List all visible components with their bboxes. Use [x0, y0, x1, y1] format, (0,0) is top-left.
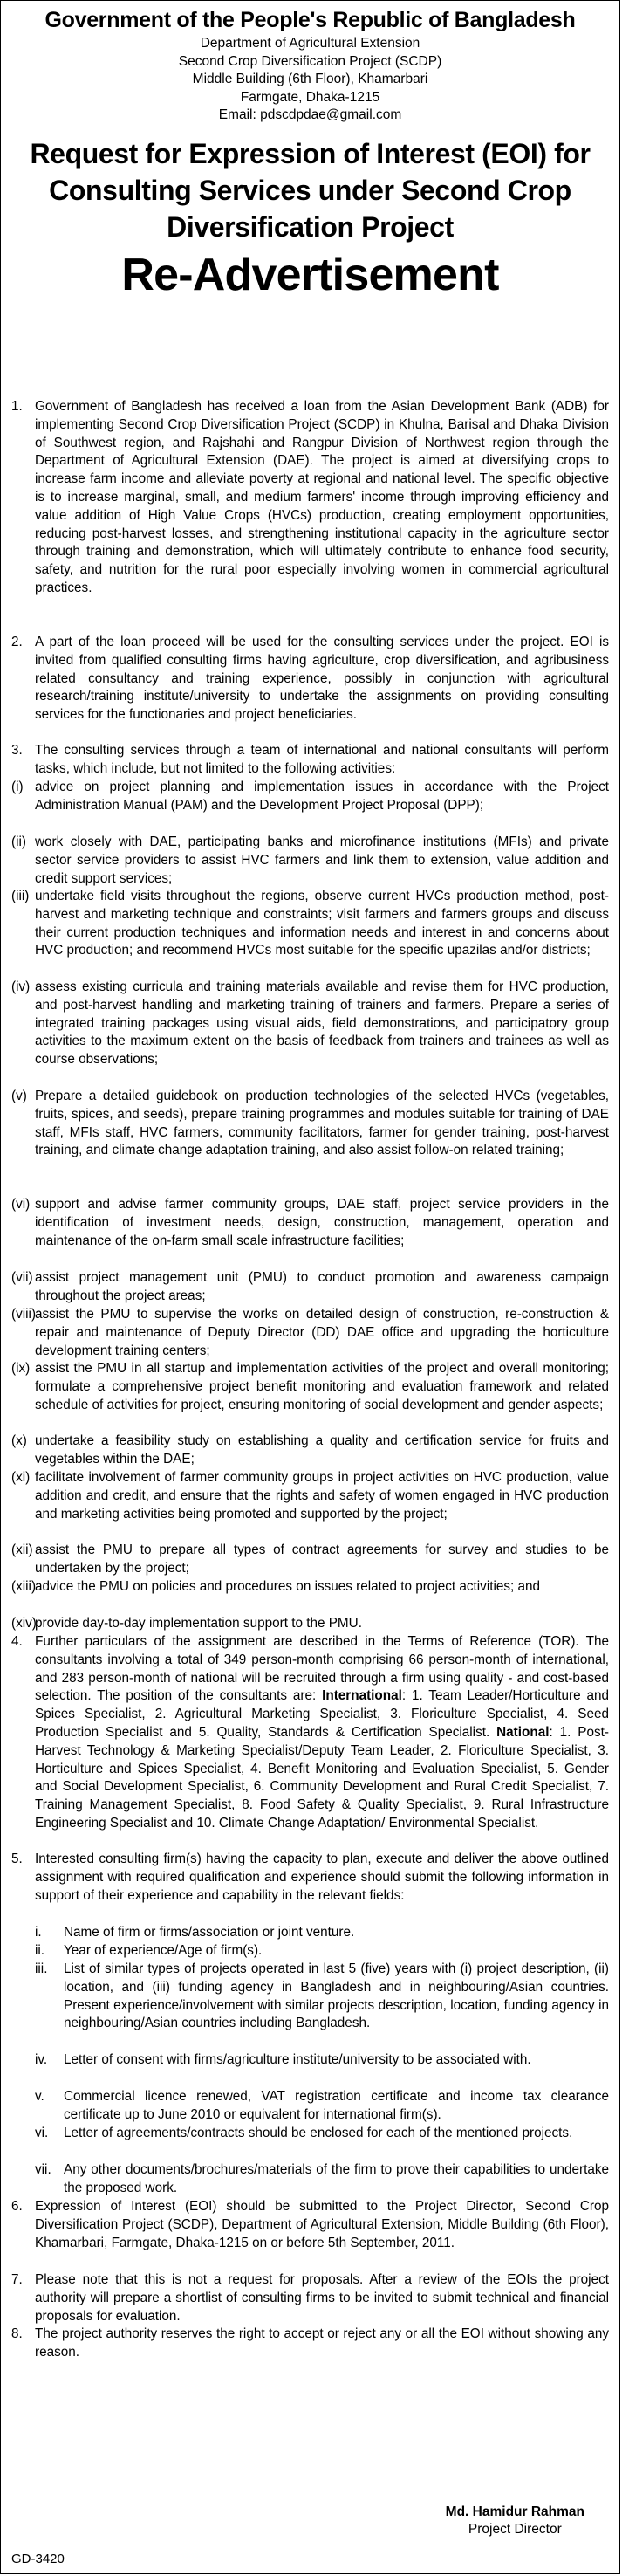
paragraph-number: 3.	[11, 743, 23, 758]
email-line	[1, 106, 619, 125]
paragraph-number: 7.	[11, 2272, 23, 2287]
email-link[interactable]: pdscdpdae@gmail.com	[260, 107, 402, 122]
activity-text: assist the PMU to supervise the works on detailed design of construction, re-construction & repair and maintenance of Deputy Director (DD) DAE office and upgrading the horticulture development training centers;	[35, 1307, 609, 1358]
re-advertisement-heading: Re-Advertisement	[121, 249, 499, 300]
international-positions: : 1. Team Leader/Horticulture and Spices Specialist, 2. Agricultural Marketing Specialist, 3. Floriculture Specialist, 4. Seed Production Specialist and 5. Quality, Standards & Certification Specialist.	[35, 1688, 610, 1740]
activity-text: advice the PMU on policies and procedures on issues related to project activities; and	[35, 1579, 541, 1594]
signer-designation: Project Director	[468, 2522, 562, 2537]
activity-text: assist the PMU in all startup and implementation activities of the project and overall monitoring; formulate a comprehensive project benefit monitoring and evaluation framework and related schedule of activities for project, ensuring monitoring of social development and gender aspects;	[35, 1361, 609, 1412]
paragraph-text: The project authority reserves the right to accept or reject any or all the EOI without showing any reason.	[35, 2326, 609, 2360]
activity-number: (i)	[11, 780, 24, 794]
info-item	[11, 1961, 609, 2033]
letterhead	[1, 1, 619, 125]
paragraph-4	[11, 1633, 609, 1833]
notice-title: Request for Expression of Interest (EOI) for Consulting Services under Second Crop Diversification Project	[30, 137, 591, 243]
paragraph-8	[11, 2325, 609, 2362]
info-text: Letter of agreements/contracts should be enclosed for each of the mentioned projects.	[64, 2126, 573, 2140]
paragraph-text	[35, 1633, 609, 1833]
paragraph-text: Expression of Interest (EOI) should be submitted to the Project Director, Second Crop Diversification Project (SCDP), Department of Agricultural Extension, Middle Building (6th Floor), Khamarbari, Farmgate, Dhaka-1215 on or before 5th September, 2011.	[35, 2199, 609, 2250]
activity-text: work closely with DAE, participating banks and microfinance institutions (MFIs) and private sector service providers to assist HVC farmers and link them to extension, value addition and credit support services;	[35, 835, 609, 886]
info-text: Name of firm or firms/association or joint venture.	[64, 1925, 355, 1940]
activity-number: (iii)	[11, 889, 30, 903]
activity-item	[11, 1615, 609, 1633]
project-name: Second Crop Diversification Project (SCDP)	[178, 53, 442, 69]
activity-text: provide day-to-day implementation support to the PMU.	[35, 1616, 362, 1631]
paragraph-3	[11, 742, 609, 779]
notice-body	[1, 398, 619, 2573]
activity-item	[11, 979, 609, 1069]
activity-item	[11, 1578, 609, 1597]
national-positions: : 1. Post-Harvest Technology & Marketing Specialist/Deputy Team Leader, 2. Floriculture Specialist, 3. Horticulture and Spices Specialist, 4. Benefit Monitoring and Evaluation Specialist, 5. Gender and Social Development Specialist, 6. Community Development and Rural Credit Specialist, 7. Training Management Specialist, 8. Food Safety & Quality Specialist, 9. Rural Infrastructure Engineering Specialist and 10. Climate Change Adaptation/ Environmental Specialist.	[35, 1724, 609, 1831]
activity-number: (xiv)	[11, 1616, 37, 1631]
paragraph-text: A part of the loan proceed will be used for the consulting services under the project. EOI is invited from qualified consulting firms having agriculture, crop diversification, and agribusiness related consultancy and training experience, possibly in conjunction with agricultural research/training institute/university to undertake the assignments on providing consulting services for the functionaries and project beneficiaries.	[35, 635, 609, 723]
activity-number: (vii)	[11, 1270, 33, 1285]
activity-item	[11, 1196, 609, 1250]
address-line-2: Farmgate, Dhaka-1215	[240, 89, 380, 105]
activity-text: support and advise farmer community groups, DAE staff, project service providers in the identification of investment needs, design, construction, management, operation and maintenance of the on-farm small scale infrastructure facilities;	[35, 1197, 609, 1248]
paragraph-number: 2.	[11, 635, 23, 649]
activity-number: (ix)	[11, 1361, 31, 1376]
activity-number: (ii)	[11, 835, 26, 849]
activity-number: (viii)	[11, 1307, 37, 1322]
activity-text: advice on project planning and implementation issues in accordance with the Project Administration Manual (PAM) and the Development Project Proposal (DPP);	[35, 780, 609, 813]
info-item	[11, 2161, 609, 2198]
activity-item	[11, 1542, 609, 1578]
paragraph-number: 1.	[11, 399, 23, 414]
paragraph-number: 5.	[11, 1851, 23, 1866]
national-label: National	[496, 1724, 550, 1740]
activity-item	[11, 1360, 609, 1414]
international-label: International	[322, 1688, 402, 1704]
paragraph-number: 6.	[11, 2199, 23, 2214]
info-number: ii.	[35, 1943, 45, 1958]
info-number: v.	[35, 2089, 44, 2104]
activity-text: assist project management unit (PMU) to conduct promotion and awareness campaign throughout the project areas;	[35, 1270, 609, 1303]
info-item	[11, 2125, 609, 2143]
activity-item	[11, 1269, 609, 1306]
info-text: Commercial licence renewed, VAT registration certificate and income tax clearance certificate up to June 2010 or equivalent for international firm(s).	[64, 2089, 609, 2122]
paragraph-text: The consulting services through a team of international and national consultants will perform tasks, which include, but not limited to the following activities:	[35, 743, 609, 776]
activity-number: (v)	[11, 1089, 27, 1103]
activity-number: (xi)	[11, 1470, 31, 1485]
activity-number: (x)	[11, 1433, 27, 1448]
info-item	[11, 1942, 609, 1961]
activity-item	[11, 1088, 609, 1160]
activity-text: facilitate involvement of farmer community groups in project activities on HVC production, value addition and credit, and ensure that the rights and safety of women engaged in HVC production and marketing activities being promoted and supported by the project;	[35, 1470, 609, 1522]
activity-text: Prepare a detailed guidebook on production technologies of the selected HVCs (vegetables, fruits, spices, and seeds), prepare training programmes and modules suitable for training of DAE staff, MFIs staff, HVC farmers, community facilitators, farmer for gender training, post-harvest training, and climate change adaptation training, and also assist follow-on related training;	[35, 1089, 609, 1158]
activity-number: (xiii)	[11, 1579, 37, 1594]
activity-item	[11, 1432, 609, 1469]
info-number: iv.	[35, 2052, 48, 2067]
activity-item	[11, 888, 609, 960]
activity-number: (iv)	[11, 979, 31, 994]
signature-block	[446, 2504, 584, 2538]
tor-intro: Further particulars of the assignment are described in the Terms of Reference (TOR). The consultants involving a total of 349 person-month comprising 66 person-month of international, and 283 person-month of national will be recruited through a firm using quality - and cost-based selection. The position of the consultants are:	[35, 1634, 609, 1704]
paragraph-number: 8.	[11, 2326, 23, 2341]
paragraph-text: Government of Bangladesh has received a loan from the Asian Development Bank (ADB) for implementing Second Crop Diversification Project (SCDP) in Khulna, Barisal and Dhaka Division of Southwest region, and Rajshahi and Rangpur Division of Northwest region through the Department of Agricultural Extension (DAE). The project is aimed at diversifying crops to increase farm income and alleviate poverty at regional and national level. The specific objective is to increase marginal, small, and medium farmers' income through improving efficiency and value addition of High Value Crops (HVCs) production, creating employment opportunities, reducing post-harvest losses, and strengthening institutional capacity in the agriculture sector through training and demonstration, which will ultimately contribute to enhance food security, safety, and nutrition for the rural poor especially involving women in commercial agricultural practices.	[35, 399, 609, 595]
info-number: vi.	[35, 2126, 49, 2140]
reference-code: GD-3420	[11, 2552, 65, 2566]
signer-name: Md. Hamidur Rahman	[445, 2504, 584, 2519]
paragraph-7	[11, 2271, 609, 2325]
email-label: Email:	[218, 107, 261, 122]
activity-item	[11, 834, 609, 888]
paragraph-1	[11, 398, 609, 598]
info-item	[11, 2088, 609, 2125]
info-text: Letter of consent with firms/agriculture institute/university to be associated with.	[64, 2052, 531, 2067]
paragraph-text: Please note that this is not a request for proposals. After a review of the EOIs the project authority will prepare a shortlist of consulting firms to be invited to submit technical and financial proposals for evaluation.	[35, 2272, 609, 2324]
info-number: iii.	[35, 1961, 48, 1976]
department-name: Department of Agricultural Extension	[200, 36, 420, 51]
info-item	[11, 1924, 609, 1942]
activity-number: (vi)	[11, 1197, 31, 1212]
activity-text: undertake a feasibility study on establishing a quality and certification service for fruits and vegetables within the DAE;	[35, 1433, 609, 1467]
info-number: vii.	[35, 2162, 51, 2177]
info-text: Year of experience/Age of firm(s).	[64, 1943, 263, 1958]
activity-text: assist the PMU to prepare all types of contract agreements for survey and studies to be undertaken by the project;	[35, 1542, 609, 1576]
paragraph-2	[11, 634, 609, 725]
activity-text: assess existing curricula and training materials available and revise them for HVC production, and post-harvest handling and marketing training of trainers and farmers. Prepare a series of integrated training packages using visual aids, field demonstrations, and participatory group activities to the maximum extent on the basis of feedback from trainers and trainees as well as course observations;	[35, 979, 609, 1068]
info-text: List of similar types of projects operated in last 5 (five) years with (i) project description, (ii) location, and (iii) funding agency in Bangladesh and in neighbouring/Asian countries. Present experience/involvement with similar projects description, location, funding agency in neighbouring/Asian countries including Bangladesh.	[64, 1961, 609, 2031]
activity-item	[11, 779, 609, 815]
activity-item	[11, 1306, 609, 1360]
paragraph-5	[11, 1851, 609, 1905]
activity-text: undertake field visits throughout the regions, observe current HVCs production method, post-harvest and marketing technique and constraints; visit farmers and farmers groups and discuss their current production techniques and information needs and interest in and concerns about HVC production; and recommend HVCs most suitable for the specific upazilas and/or districts;	[35, 889, 609, 958]
paragraph-number: 4.	[11, 1634, 23, 1649]
address-line-1: Middle Building (6th Floor), Khamarbari	[192, 72, 428, 86]
info-text: Any other documents/brochures/materials of the firm to prove their capabilities to undertake the proposed work.	[64, 2162, 609, 2195]
info-number: i.	[35, 1925, 42, 1940]
paragraph-6	[11, 2198, 609, 2252]
info-item	[11, 2051, 609, 2070]
activity-number: (xii)	[11, 1542, 33, 1557]
government-name: Government of the People's Republic of Bangladesh	[44, 8, 576, 32]
activity-item	[11, 1469, 609, 1523]
paragraph-text: Interested consulting firm(s) having the capacity to plan, execute and deliver the above outlined assignment with required qualification and experience should submit the following information in support of their experience and capability in the relevant fields:	[35, 1851, 609, 1903]
